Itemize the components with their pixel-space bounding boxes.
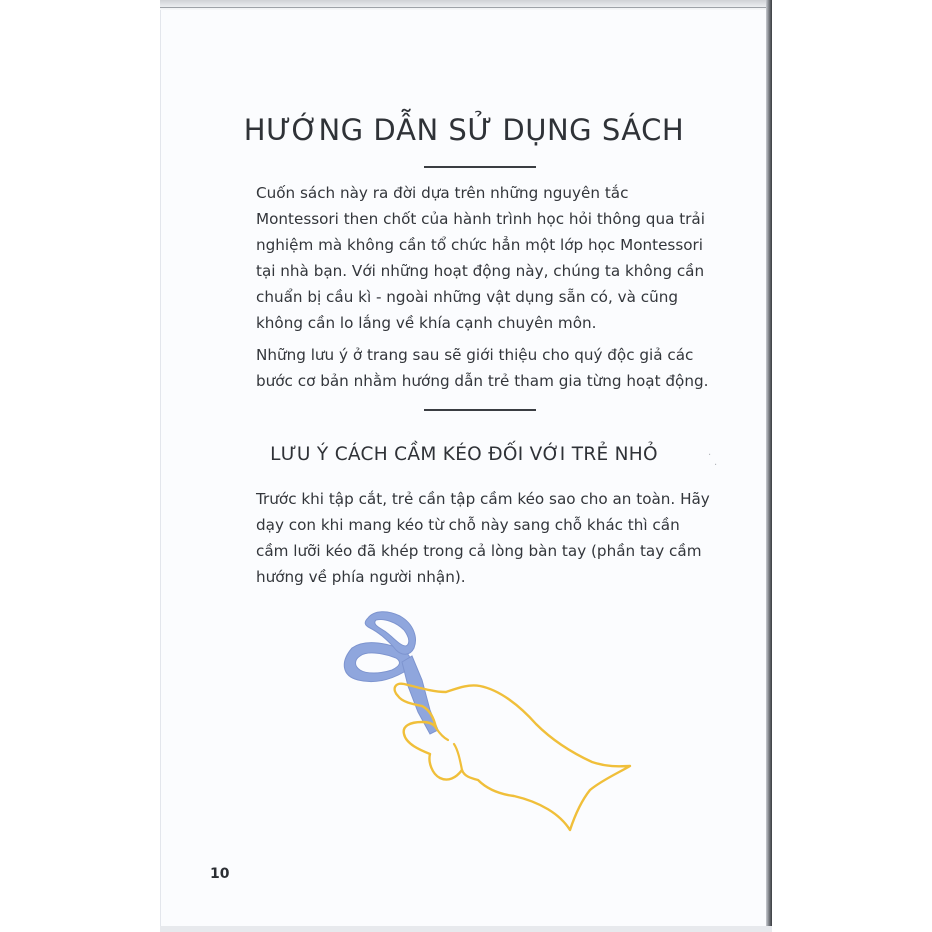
section-title: LƯU Ý CÁCH CẦM KÉO ĐỐI VỚI TRẺ NHỎ <box>270 444 658 465</box>
scissors-icon <box>344 612 438 734</box>
title-divider <box>424 166 536 168</box>
section-divider <box>424 409 536 411</box>
second-paragraph: Những lưu ý ở trang sau sẽ giới thiệu cho quý độc giả các bước cơ bản nhằm hướng dẫn trẻ tham gia từng hoạt động. <box>256 346 709 390</box>
page-top-edge <box>160 0 772 10</box>
page-bottom-edge <box>160 926 772 932</box>
scissors-in-hand-illustration <box>330 610 640 840</box>
scan-speck: · <box>714 460 718 471</box>
page-number: 10 <box>210 866 230 882</box>
scan-speck: · <box>708 450 712 461</box>
hand-icon <box>395 684 630 830</box>
intro-paragraph: Cuốn sách này ra đời dựa trên những nguyên tắc Montessori then chốt của hành trình học hỏi thông qua trải nghiệm mà không cần tổ chức hẳn một lớp học Montessori tại nhà bạn. Với những hoạt động này, chúng ta không cần chuẩn bị cầu kì - ngoài những vật dụng sẵn có, và cũng không cần lo lắng về khía cạnh chuyên môn. <box>256 184 705 332</box>
section-paragraph: Trước khi tập cắt, trẻ cần tập cầm kéo sao cho an toàn. Hãy dạy con khi mang kéo từ chỗ này sang chỗ khác thì cần cầm lưỡi kéo đã khép trong cả lòng bàn tay (phần tay cầm hướng về phía người nhận). <box>256 490 710 586</box>
page-title: HƯỚNG DẪN SỬ DỤNG SÁCH <box>243 113 685 147</box>
